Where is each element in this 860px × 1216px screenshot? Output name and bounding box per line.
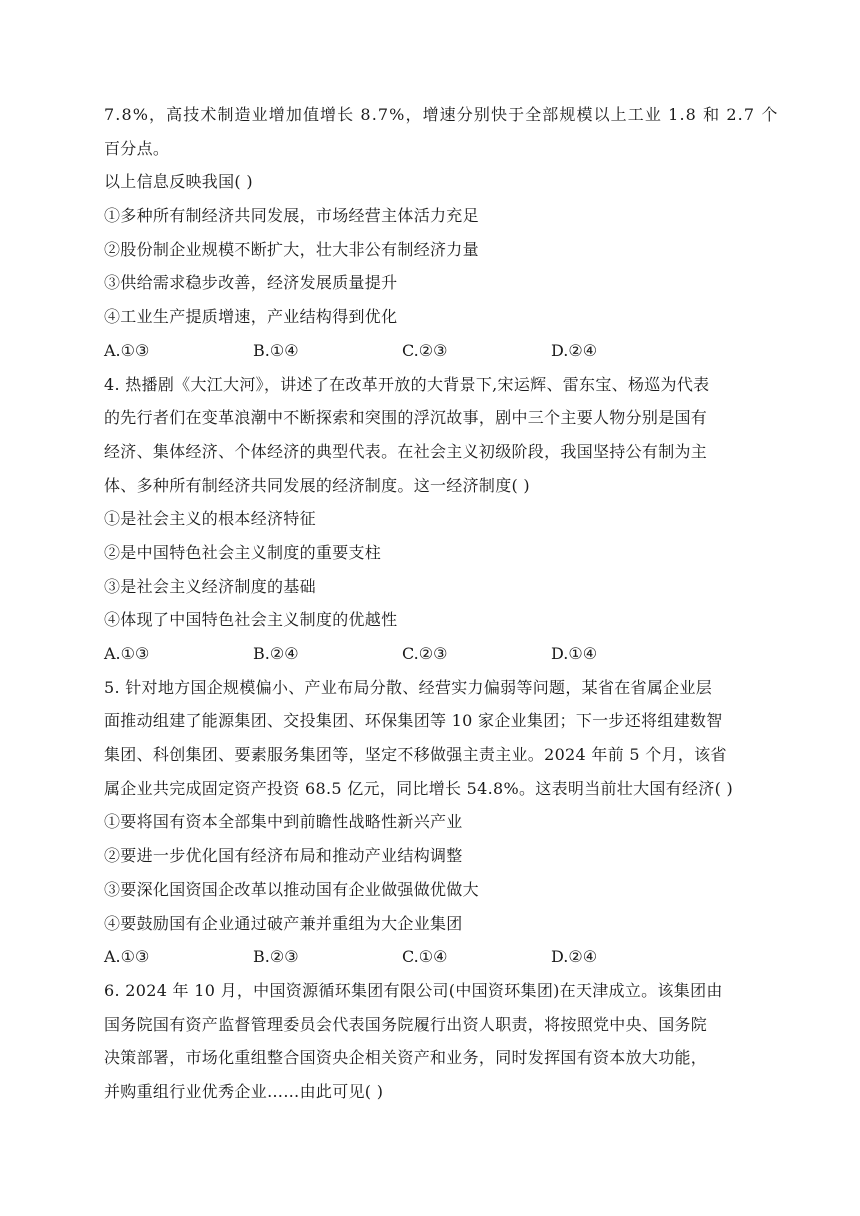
statement-3: ③供给需求稳步改善，经济发展质量提升 bbox=[104, 273, 398, 293]
question-3-continuation bbox=[104, 98, 779, 368]
question-text-line: 属企业共完成固定资产投资 68.5 亿元，同比增长 54.8%。这表明当前壮大国有经济( ) bbox=[104, 778, 734, 798]
question-text-line: 百分点。 bbox=[104, 138, 170, 158]
statement-4: ④要鼓励国有企业通过破产兼并重组为大企业集团 bbox=[104, 913, 463, 933]
question-4 bbox=[104, 368, 764, 671]
question-text-line: 体、多种所有制经济共同发展的经济制度。这一经济制度( ) bbox=[104, 475, 530, 495]
question-text-line: 4. 热播剧《大江大河》，讲述了在改革开放的大背景下,宋运辉、雷东宝、杨巡为代表 bbox=[104, 374, 710, 394]
option-a: A.①③ bbox=[104, 644, 150, 663]
question-prompt: 以上信息反映我国( ) bbox=[104, 172, 253, 192]
option-a: A.①③ bbox=[104, 947, 150, 967]
statement-4: ④工业生产提质增速，产业结构得到优化 bbox=[104, 307, 398, 327]
exam-page bbox=[104, 98, 779, 1109]
statement-3: ③是社会主义经济制度的基础 bbox=[104, 576, 316, 596]
answer-options bbox=[104, 940, 764, 974]
question-text-line: 6. 2024 年 10 月，中国资源循环集团有限公司(中国资环集团)在天津成立。该集团由 bbox=[104, 980, 723, 1000]
answer-options bbox=[104, 334, 764, 368]
statement-2: ②是中国特色社会主义制度的重要支柱 bbox=[104, 542, 382, 562]
statement-4: ④体现了中国特色社会主义制度的优越性 bbox=[104, 610, 398, 630]
option-c: C.②③ bbox=[402, 340, 448, 360]
question-5 bbox=[104, 671, 764, 974]
question-text-line: 5. 针对地方国企规模偏小、产业布局分散、经营实力偏弱等问题，某省在省属企业层 bbox=[104, 677, 713, 697]
option-a: A.①③ bbox=[104, 340, 150, 360]
question-text-line: 并购重组行业优秀企业……由此可见( ) bbox=[104, 1081, 384, 1101]
option-c: C.①④ bbox=[402, 947, 448, 967]
statement-1: ①要将国有资本全部集中到前瞻性战略性新兴产业 bbox=[104, 812, 463, 832]
option-d: D.①④ bbox=[551, 644, 598, 663]
statement-3: ③要深化国资国企改革以推动国有企业做强做优做大 bbox=[104, 879, 479, 899]
statement-1: ①是社会主义的根本经济特征 bbox=[104, 509, 316, 529]
question-text-line: 的先行者们在变革浪潮中不断探索和突围的浮沉故事，剧中三个主要人物分别是国有 bbox=[104, 408, 708, 428]
question-text-line: 集团、科创集团、要素服务集团等，坚定不移做强主责主业。2024 年前 5 个月，该省 bbox=[104, 745, 727, 765]
question-text-line: 国务院国有资产监督管理委员会代表国务院履行出资人职责，将按照党中央、国务院 bbox=[104, 1014, 708, 1034]
question-text-line: 7.8%，高技术制造业增加值增长 8.7%，增速分别快于全部规模以上工业 1.8 和 2.7 个 bbox=[104, 105, 779, 124]
statement-1: ①多种所有制经济共同发展，市场经营主体活力充足 bbox=[104, 206, 479, 226]
option-d: D.②④ bbox=[551, 340, 598, 360]
question-6 bbox=[104, 974, 764, 1109]
question-text-line: 决策部署，市场化重组整合国资央企相关资产和业务，同时发挥国有资本放大功能， bbox=[104, 1048, 708, 1068]
question-text-line: 面推动组建了能源集团、交投集团、环保集团等 10 家企业集团；下一步还将组建数智 bbox=[104, 711, 723, 731]
statement-2: ②要进一步优化国有经济布局和推动产业结构调整 bbox=[104, 846, 463, 866]
option-d: D.②④ bbox=[551, 947, 598, 967]
question-text-line: 经济、集体经济、个体经济的典型代表。在社会主义初级阶段，我国坚持公有制为主 bbox=[104, 441, 708, 461]
option-b: B.①④ bbox=[253, 340, 299, 360]
statement-2: ②股份制企业规模不断扩大，壮大非公有制经济力量 bbox=[104, 239, 479, 259]
option-b: B.②③ bbox=[253, 947, 299, 967]
option-c: C.②③ bbox=[402, 644, 448, 663]
option-b: B.②④ bbox=[253, 644, 299, 663]
answer-options bbox=[104, 637, 764, 671]
